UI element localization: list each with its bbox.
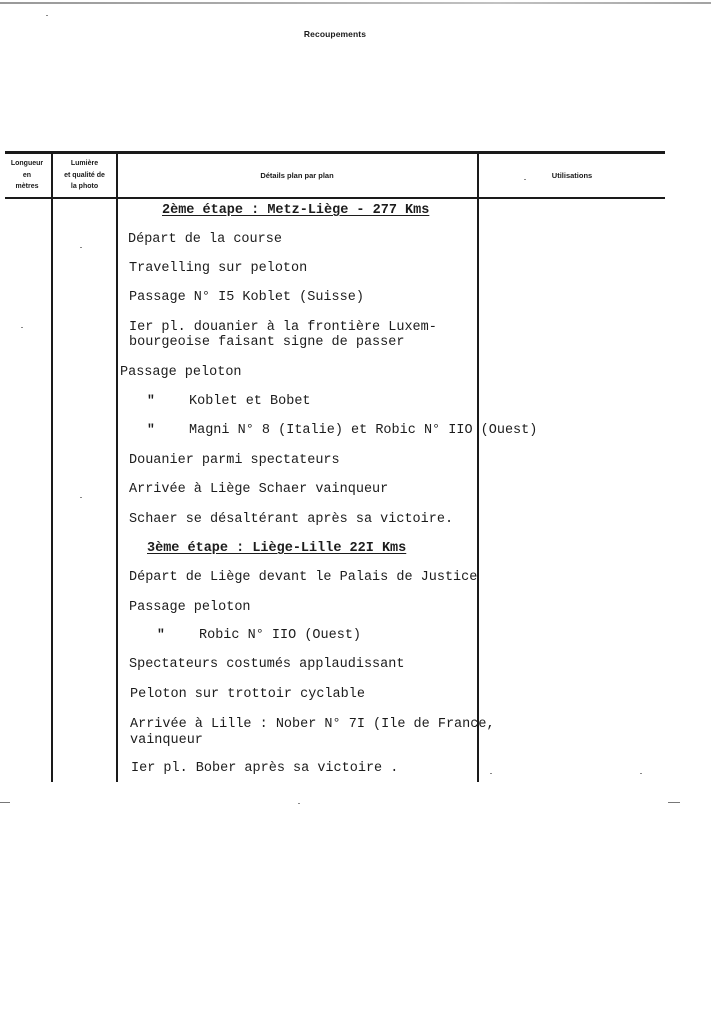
header-rule-details: [116, 197, 478, 199]
header-rule-longueur: [5, 197, 52, 199]
column-header-lumiere-line: et qualité de: [64, 171, 105, 179]
scan-speck: [21, 327, 23, 328]
shot-line: Douanier parmi spectateurs: [129, 453, 340, 468]
column-divider-2: [116, 152, 118, 782]
shot-line: Passage peloton: [120, 365, 242, 380]
shot-line: Passage N° I5 Koblet (Suisse): [129, 290, 364, 305]
shot-line: Départ de la course: [128, 232, 282, 247]
shot-line: Spectateurs costumés applaudissant: [129, 657, 405, 672]
scan-speck: [80, 497, 82, 498]
shot-line: Travelling sur peloton: [129, 261, 308, 276]
column-header-lumiere: [53, 158, 116, 193]
scan-edge-mark: [668, 802, 680, 803]
column-header-longueur-line: Longueur: [10, 160, 44, 167]
column-header-longueur-line: en: [22, 171, 32, 179]
shot-line: Magni N° 8 (Italie) et Robic N° IIO (Ouest): [189, 423, 538, 438]
ditto-mark: ": [147, 393, 155, 408]
scan-edge-mark: [0, 802, 10, 803]
shot-line: Passage peloton: [129, 600, 251, 615]
shot-line: Ier pl. Bober après sa victoire .: [131, 761, 399, 776]
column-header-lumiere-line: Lumière: [70, 160, 99, 167]
column-header-utilisations: Utilisations: [551, 171, 593, 180]
stage-2-heading: 2ème étape : Metz-Liège - 277 Kms: [162, 203, 430, 218]
column-header-lumiere-line: la photo: [70, 183, 99, 190]
shot-line: Ier pl. douanier à la frontière Luxem-: [129, 320, 437, 335]
header-rule-utilisations: [478, 197, 665, 199]
shot-line: Peloton sur trottoir cyclable: [130, 687, 365, 702]
ditto-mark: ": [147, 422, 155, 437]
scan-speck: [298, 803, 300, 804]
shot-line: Arrivée à Lille : Nober N° 7I (Ile de France,: [130, 717, 495, 732]
column-header-longueur: [4, 158, 50, 193]
column-divider-3: [477, 152, 479, 782]
shot-line: Départ de Liège devant le Palais de Justice: [129, 570, 478, 585]
shot-line: Arrivée à Liège Schaer vainqueur: [129, 482, 389, 497]
scan-speck: [640, 773, 642, 774]
column-header-details: Détails plan par plan: [260, 171, 334, 180]
shot-line: Koblet et Bobet: [189, 394, 311, 409]
shot-line: Schaer se désaltérant après sa victoire.: [129, 512, 454, 527]
scan-speck: [524, 179, 526, 180]
shot-line: vainqueur: [130, 733, 203, 748]
shot-line: bourgeoise faisant signe de passer: [129, 335, 405, 350]
page-title: Recoupements: [303, 29, 367, 39]
shot-line: Robic N° IIO (Ouest): [199, 628, 362, 643]
scan-speck: [80, 247, 82, 248]
column-divider-1: [51, 152, 53, 782]
stage-3-heading: 3ème étape : Liège-Lille 22I Kms: [147, 541, 407, 556]
ditto-mark: ": [157, 627, 165, 642]
column-header-longueur-line: mètres: [15, 183, 39, 190]
scan-speck: [46, 15, 48, 16]
scan-artifact-line: [0, 2, 711, 4]
scan-speck: [490, 773, 492, 774]
table-top-rule: [5, 151, 665, 154]
header-rule-lumiere: [52, 197, 116, 199]
